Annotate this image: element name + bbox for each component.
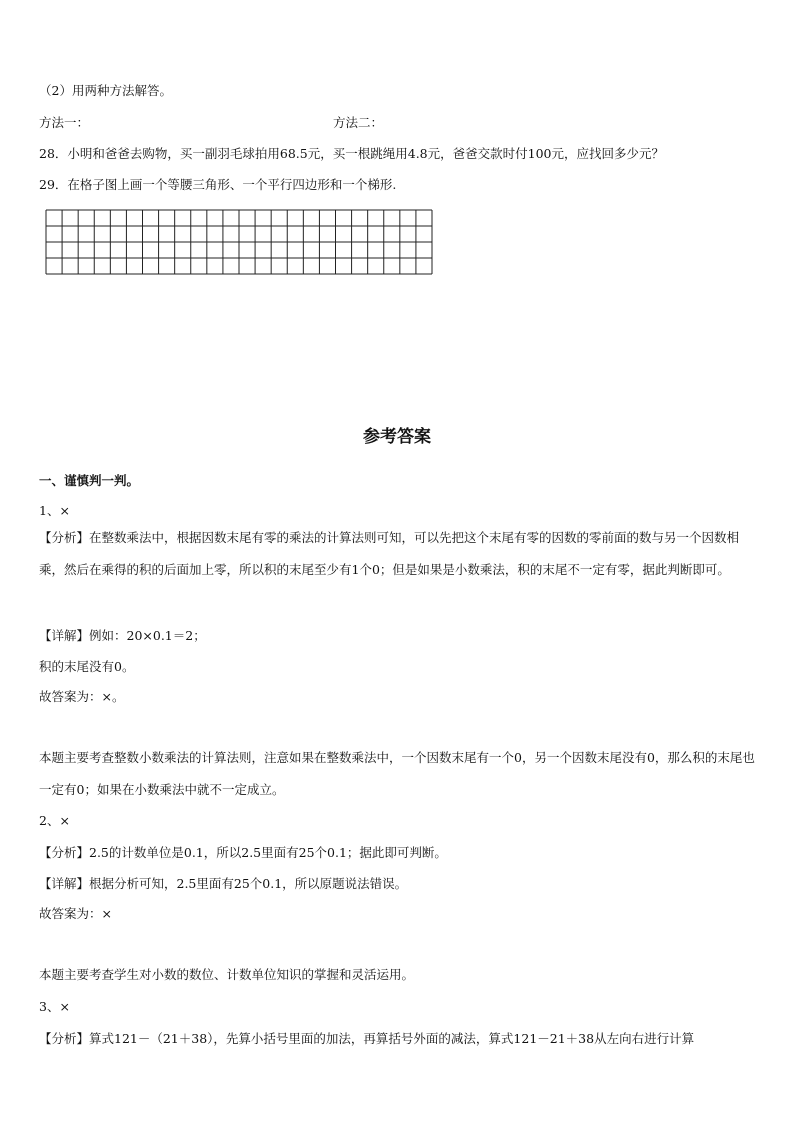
- drawing-grid[interactable]: [45, 209, 433, 275]
- answer-3-analysis: 【分析】算式121－（21＋38），先算小括号里面的加法，再算括号外面的减法，算式121－21＋38从左向右进行计算: [39, 1031, 695, 1046]
- answer-1-result: 故答案为：×。: [39, 689, 125, 704]
- answer-2-comment: 本题主要考查学生对小数的数位、计数单位知识的掌握和灵活运用。: [39, 967, 415, 982]
- answer-2-number: 2、×: [39, 813, 70, 828]
- answer-1-analysis: 【分析】在整数乘法中，根据因数末尾有零的乘法的计算法则可知，可以先把这个末尾有零的因数的零前面的数与另一个因数相乘，然后在乘得的积的后面加上零，所以积的末尾至少有1个0；但是如果是小数乘法，积的末尾不一定有零，据此判断即可。: [39, 530, 740, 577]
- answer-2-result: 故答案为：×: [39, 906, 112, 921]
- answer-1-detail-2: 积的末尾没有0。: [39, 659, 135, 674]
- answer-key-title: 参考答案: [363, 427, 431, 447]
- answer-1-detail: 【详解】例如：20×0.1＝2；: [39, 628, 206, 643]
- question-27-part2: （2）用两种方法解答。: [39, 83, 172, 98]
- answer-2-detail: 【详解】根据分析可知，2.5里面有25个0.1，所以原题说法错误。: [39, 876, 408, 891]
- method-one-label: 方法一：: [39, 115, 90, 130]
- section-heading-1: 一、谨慎判一判。: [39, 473, 140, 488]
- answer-1-comment: 本题主要考查整数小数乘法的计算法则，注意如果在整数乘法中，一个因数末尾有一个0，另一个因数末尾没有0，那么积的末尾也一定有0；如果在小数乘法中就不一定成立。: [39, 750, 755, 797]
- answer-3-number: 3、×: [39, 999, 70, 1014]
- answer-1-number: 1、×: [39, 503, 70, 518]
- method-two-label: 方法二：: [333, 115, 384, 130]
- question-28: 28．小明和爸爸去购物，买一副羽毛球拍用68.5元，买一根跳绳用4.8元，爸爸交款时付100元，应找回多少元？: [39, 146, 664, 161]
- question-29: 29．在格子图上画一个等腰三角形、一个平行四边形和一个梯形.: [39, 177, 397, 192]
- answer-2-analysis: 【分析】2.5的计数单位是0.1，所以2.5里面有25个0.1；据此即可判断。: [39, 845, 447, 860]
